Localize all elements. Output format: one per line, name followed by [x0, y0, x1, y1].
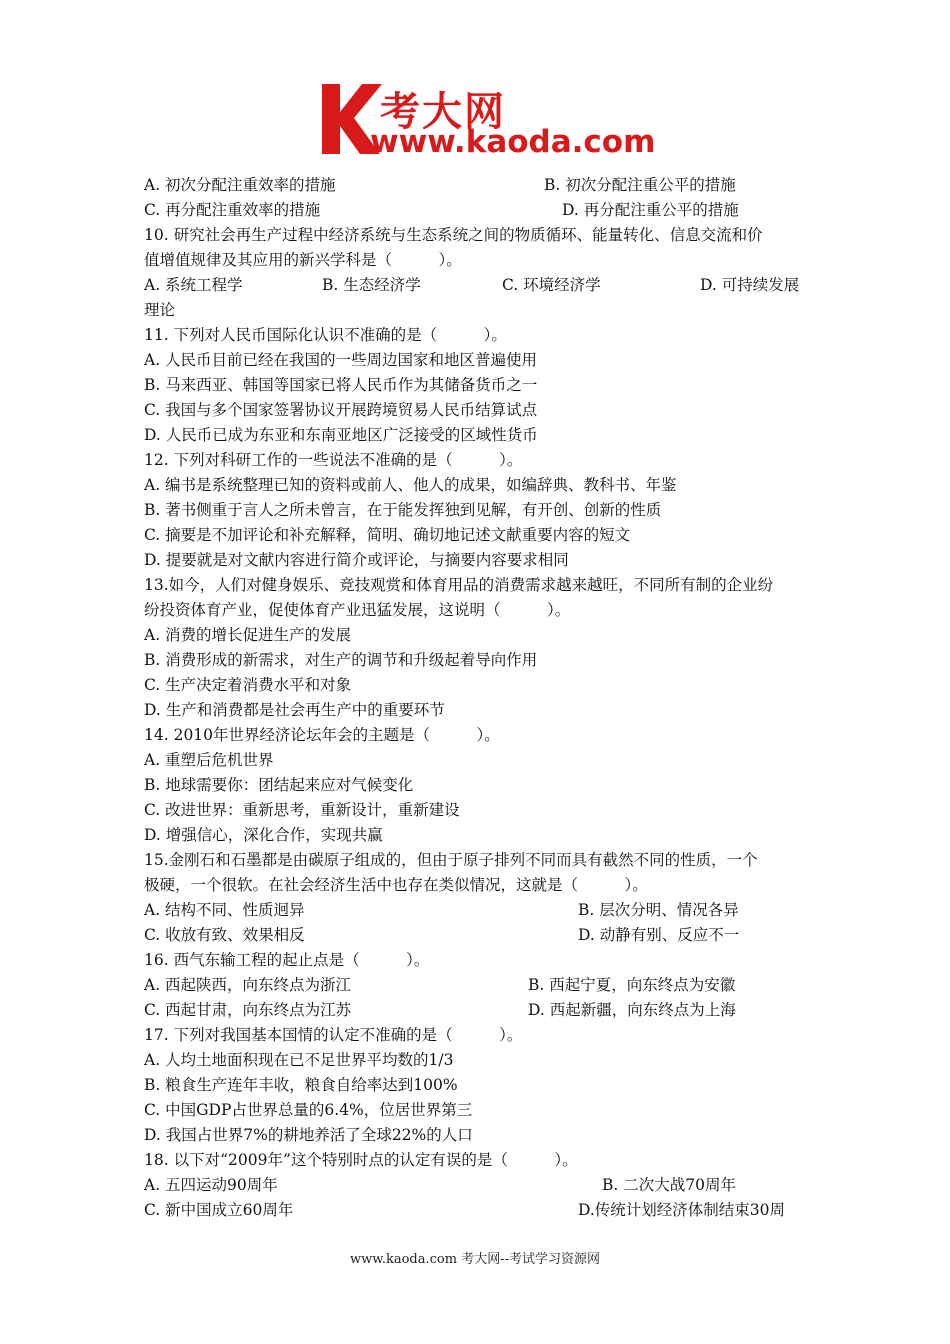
question-text: 纷投资体育产业，促使体育产业迅猛发展，这说明（ ）。	[144, 601, 571, 619]
question-text: 17. 下列对我国基本国情的认定不准确的是（ ）。	[144, 1026, 523, 1044]
option-c: C. 环境经济学	[502, 276, 601, 294]
option-d: D. 可持续发展	[700, 276, 800, 294]
option-row	[144, 998, 812, 1023]
question-text: 10. 研究社会再生产过程中经济系统与生态系统之间的物质循环、能量转化、信息交流和价	[144, 226, 763, 244]
question-text: 18. 以下对“2009年”这个特别时点的认定有误的是（ ）。	[144, 1151, 578, 1169]
option-line: D. 增强信心，深化合作，实现共赢	[144, 826, 383, 844]
option-row	[144, 923, 812, 948]
option-line: C. 生产决定着消费水平和对象	[144, 676, 352, 694]
option-c: C. 再分配注重效率的措施	[144, 201, 321, 219]
option-line: B. 粮食生产连年丰收，粮食自给率达到100%	[144, 1076, 458, 1094]
option-row	[144, 1198, 812, 1223]
question-text: 值增值规律及其应用的新兴学科是（ ）。	[144, 251, 462, 269]
option-line: C. 中国GDP占世界总量的6.4%，位居世界第三	[144, 1101, 473, 1119]
option-a: A. 初次分配注重效率的措施	[144, 176, 336, 194]
option-line: D. 我国占世界7%的耕地养活了全球22%的人口	[144, 1126, 473, 1144]
question-list	[144, 173, 812, 1223]
option-row	[144, 173, 812, 198]
question-text: 14. 2010年世界经济论坛年会的主题是（ ）。	[144, 726, 500, 744]
question-text: 15.金刚石和石墨都是由碳原子组成的，但由于原子排列不同而具有截然不同的性质，一个	[144, 851, 758, 869]
option-row	[144, 198, 812, 223]
option-b: B. 二次大战70周年	[602, 1176, 736, 1194]
option-b: B. 西起宁夏，向东终点为安徽	[528, 976, 736, 994]
option-a: A. 五四运动90周年	[144, 1176, 278, 1194]
option-line: C. 改进世界：重新思考，重新设计，重新建设	[144, 801, 460, 819]
option-line: C. 摘要是不加评论和补充解释，简明、确切地记述文献重要内容的短文	[144, 526, 631, 544]
option-line: A. 编书是系统整理已知的资料或前人、他人的成果，如编辞典、教科书、年鉴	[144, 476, 677, 494]
option-line: A. 消费的增长促进生产的发展	[144, 626, 352, 644]
question-text: 11. 下列对人民币国际化认识不准确的是（ ）。	[144, 326, 507, 344]
option-line: B. 地球需要你：团结起来应对气候变化	[144, 776, 414, 794]
question-text: 16. 西气东输工程的起止点是（ ）。	[144, 951, 430, 969]
logo-url[interactable]: www.kaoda.com	[370, 124, 656, 160]
option-row	[144, 973, 812, 998]
question-text: 理论	[144, 301, 176, 319]
option-a: A. 结构不同、性质迥异	[144, 901, 305, 919]
option-d: D.传统计划经济体制结束30周	[578, 1201, 786, 1219]
option-row	[144, 1173, 812, 1198]
option-d: D. 动静有别、反应不一	[578, 926, 740, 944]
option-a: A. 系统工程学	[144, 276, 243, 294]
option-line: B. 消费形成的新需求，对生产的调节和升级起着导向作用	[144, 651, 538, 669]
option-a: A. 西起陕西，向东终点为浙江	[144, 976, 352, 994]
option-b: B. 生态经济学	[322, 276, 421, 294]
option-row	[144, 273, 812, 298]
kaoda-logo[interactable]	[318, 80, 656, 160]
option-c: C. 新中国成立60周年	[144, 1201, 294, 1219]
option-b: B. 初次分配注重公平的措施	[544, 176, 736, 194]
option-line: B. 马来西亚、韩国等国家已将人民币作为其储备货币之一	[144, 376, 538, 394]
logo-title: 考大网	[380, 89, 506, 135]
option-d: D. 西起新疆，向东终点为上海	[528, 1001, 736, 1019]
option-d: D. 再分配注重公平的措施	[562, 201, 739, 219]
question-text: 13.如今，人们对健身娱乐、竞技观赏和体育用品的消费需求越来越旺，不同所有制的企业纷	[144, 576, 774, 594]
option-line: D. 人民币已成为东亚和东南亚地区广泛接受的区域性货币	[144, 426, 538, 444]
option-line: B. 著书侧重于言人之所未曾言，在于能发挥独到见解，有开创、创新的性质	[144, 501, 662, 519]
option-c: C. 西起甘肃，向东终点为江苏	[144, 1001, 352, 1019]
page-footer: www.kaoda.com 考大网--考试学习资源网	[350, 1252, 600, 1267]
option-line: A. 人均土地面积现在已不足世界平均数的1/3	[144, 1051, 454, 1069]
question-text: 12. 下列对科研工作的一些说法不准确的是（ ）。	[144, 451, 523, 469]
option-line: C. 我国与多个国家签署协议开展跨境贸易人民币结算试点	[144, 401, 538, 419]
option-line: D. 生产和消费都是社会再生产中的重要环节	[144, 701, 445, 719]
option-c: C. 收放有致、效果相反	[144, 926, 305, 944]
question-text: 极硬，一个很软。在社会经济生活中也存在类似情况，这就是（ ）。	[144, 876, 648, 894]
option-line: A. 人民币目前已经在我国的一些周边国家和地区普遍使用	[144, 351, 538, 369]
option-row	[144, 898, 812, 923]
option-line: A. 重塑后危机世界	[144, 751, 274, 769]
option-b: B. 层次分明、情况各异	[578, 901, 739, 919]
option-line: D. 提要就是对文献内容进行简介或评论，与摘要内容要求相同	[144, 551, 569, 569]
